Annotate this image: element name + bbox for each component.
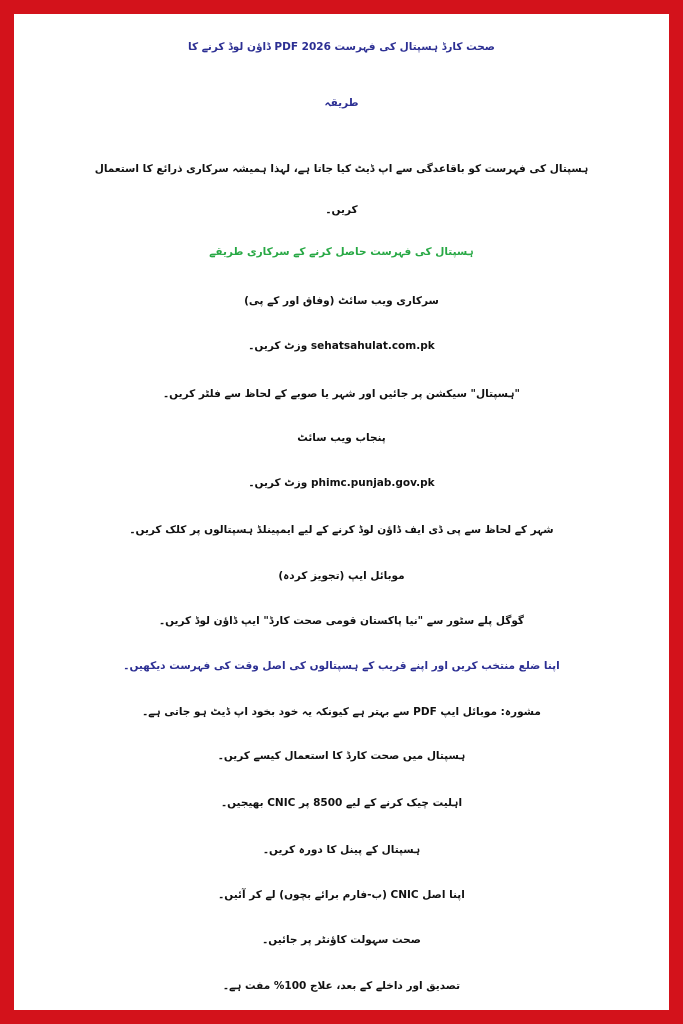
hospital-section-filter-step: "ہسپتال" سیکشن پر جائیں اور شہر یا صوبے کے لحاظ سے فلٹر کریں۔ [163,388,520,400]
google-play-download-step: گوگل پلے سٹور سے "نیا پاکستان قومی صحت کارڈ" ایپ ڈاؤن لوڈ کریں۔ [158,615,525,627]
intro-paragraph-line-2: کریں۔ [325,204,358,216]
visit-sehatsahulat-step: sehatsahulat.com.pk وزٹ کریں۔ [248,340,435,352]
punjab-website-heading: پنجاب ویب سائٹ [297,432,386,444]
mobile-app-heading: موبائل ایپ (تجویز کردہ) [278,570,405,582]
article-title-line-2: طریقہ [324,97,359,109]
choose-district-step: اپنا ضلع منتخب کریں اور اپنے قریب کے ہسپتالوں کی اصل وقت کی فہرست دیکھیں۔ [123,660,560,672]
bring-original-cnic-step: اپنا اصل CNIC (ب-فارم برائے بچوں) لے کر آئیں۔ [218,889,465,901]
eligibility-check-step: اہلیت چیک کرنے کے لیے 8500 پر CNIC بھیجیں۔ [220,797,463,809]
section-heading-official-methods: ہسپتال کی فہرست حاصل کرنے کے سرکاری طریقے [209,246,474,258]
advice-note: مشورہ: موبائل ایپ PDF سے بہتر ہے کیونکہ یہ خود بخود اپ ڈیٹ ہو جاتی ہے۔ [142,706,541,718]
intro-paragraph-line-1: ہسپتال کی فہرست کو باقاعدگی سے اپ ڈیٹ کیا جاتا ہے، لہذا ہمیشہ سرکاری ذرائع کا استعمال [94,163,589,175]
sehat-counter-step: صحت سہولت کاؤنٹر پر جائیں۔ [262,934,421,946]
article-title-line-1: صحت کارڈ ہسپتال کی فہرست 2026 PDF ڈاؤن لوڈ کرنے کا [188,41,495,53]
visit-hospital-panel-step: ہسپتال کے پینل کا دورہ کریں۔ [262,844,421,856]
visit-phimc-step: phimc.punjab.gov.pk وزٹ کریں۔ [248,477,435,489]
city-pdf-download-step: شہر کے لحاظ سے پی ڈی ایف ڈاؤن لوڈ کرنے کے لیے ایمپینلڈ ہسپتالوں پر کلک کریں۔ [129,524,554,536]
free-treatment-note: تصدیق اور داخلے کے بعد، علاج 100% مفت ہے۔ [222,980,461,992]
article [28,28,655,996]
official-website-heading: سرکاری ویب سائٹ (وفاق اور کے پی) [244,295,439,307]
how-to-use-card-heading: ہسپتال میں صحت کارڈ کا استعمال کیسے کریں۔ [217,750,466,762]
